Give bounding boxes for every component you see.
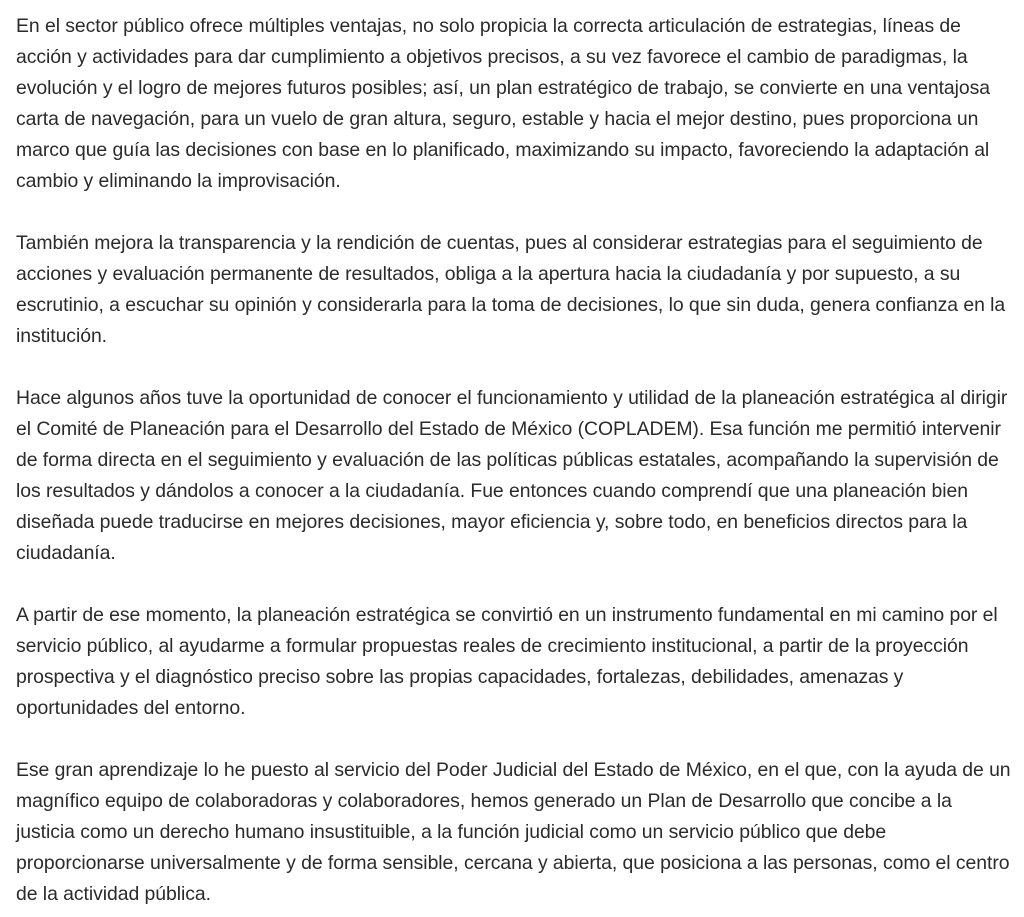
article-paragraph: Ese gran aprendizaje lo he puesto al servicio del Poder Judicial del Estado de México, en el que, con la ayuda de un magnífico equipo de colaboradoras y colaboradores, hemos generado un Plan de Desarrollo que concibe a la justicia como un derecho humano insustituible, a la función judicial como un servicio público que debe proporcionarse universalmente y de forma sensible, cercana y abierta, que posiciona a las personas, como el centro de la actividad pública. [16, 759, 1011, 905]
article-paragraph: A partir de ese momento, la planeación estratégica se convirtió en un instrumento fundamental en mi camino por el servicio público, al ayudarme a formular propuestas reales de crecimiento institucional, a partir de la proyección prospectiva y el diagnóstico preciso sobre las propias capacidades, fortalezas, debilidades, amenazas y oportunidades del entorno. [16, 604, 998, 719]
article-paragraph: También mejora la transparencia y la rendición de cuentas, pues al considerar estrategias para el seguimiento de acciones y evaluación permanente de resultados, obliga a la apertura hacia la ciudadanía y por supuesto, a su escrutinio, a escuchar su opinión y considerarla para la toma de decisiones, lo que sin duda, genera confianza en la institución. [16, 232, 1006, 347]
article-paragraph: En el sector público ofrece múltiples ventajas, no solo propicia la correcta articulación de estrategias, líneas de acción y actividades para dar cumplimiento a objetivos precisos, a su vez favorece el cambio de paradigmas, la evolución y el logro de mejores futuros posibles; así, un plan estratégico de trabajo, se convierte en una ventajosa carta de navegación, para un vuelo de gran altura, seguro, estable y hacia el mejor destino, pues proporciona un marco que guía las decisiones con base en lo planificado, maximizando su impacto, favoreciendo la adaptación al cambio y eliminando la improvisación. [16, 15, 991, 192]
article-body [16, 11, 1011, 910]
article-paragraph: Hace algunos años tuve la oportunidad de conocer el funcionamiento y utilidad de la planeación estratégica al dirigir el Comité de Planeación para el Desarrollo del Estado de México (COPLADEM). Esa función me permitió intervenir de forma directa en el seguimiento y evaluación de las políticas públicas estatales, acompañando la supervisión de los resultados y dándolos a conocer a la ciudadanía. Fue entonces cuando comprendí que una planeación bien diseñada puede traducirse en mejores decisiones, mayor eficiencia y, sobre todo, en beneficios directos para la ciudadanía. [16, 387, 1008, 564]
